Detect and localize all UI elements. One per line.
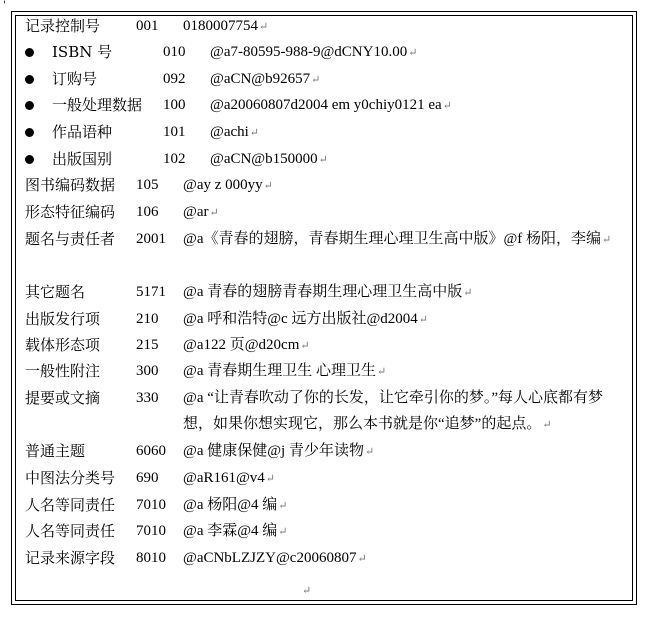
field-code: 300 (136, 363, 159, 379)
field-label: 出版国别 (52, 150, 113, 168)
field-code: 106 (136, 204, 159, 220)
field-label: 记录控制号 (25, 17, 101, 35)
paragraph-mark: ↵ (418, 314, 428, 326)
paragraph-mark: ↵ (311, 74, 321, 86)
field-label: 普通主题 (25, 442, 86, 460)
field-value: @ar↵ (183, 204, 219, 220)
field-value: @achi↵ (210, 124, 260, 140)
paragraph-mark: ↵ (442, 100, 452, 112)
paragraph-mark: ↵ (278, 526, 288, 538)
field-code: 010 (163, 44, 186, 60)
field-label: 人名等同责任 (25, 496, 116, 514)
bullet-icon (25, 155, 34, 164)
corner-mark: ' (3, 0, 6, 11)
paragraph-mark: ↵ (364, 446, 375, 458)
paragraph-mark: ↵ (265, 473, 276, 485)
paragraph-mark: ↵ (357, 553, 367, 565)
field-label: 记录来源字段 (25, 549, 116, 567)
paragraph-mark: ↵ (259, 21, 269, 33)
paragraph-mark: ↵ (263, 180, 273, 192)
field-value: @a “让青春吹动了你的长发，让它牵引你的梦。”每人心底都有梦想，如果你想实现它，那么本书就是你“追梦”的起点。↵ (183, 390, 604, 432)
field-value: @a122 页@d20cm↵ (183, 337, 310, 353)
field-value: @a 杨阳@4 编↵ (183, 497, 288, 513)
field-value: @aR161@v4↵ (183, 470, 276, 486)
field-code: 5171 (136, 284, 166, 300)
field-value: @a 青春期生理卫生 心理卫生↵ (183, 363, 387, 379)
field-label: 其它题名 (25, 283, 86, 301)
field-code: 6060 (136, 443, 166, 459)
field-code: 001 (136, 18, 159, 34)
bullet-icon (25, 128, 34, 137)
field-value: @aCN@b92657↵ (210, 71, 321, 87)
field-label: 载体形态项 (25, 336, 101, 354)
field-label: 订购号 (52, 70, 98, 88)
field-value: @a 呼和浩特@c 远方出版社@d2004↵ (183, 311, 428, 327)
field-code: 105 (136, 177, 159, 193)
field-code: 7010 (136, 523, 166, 539)
paragraph-mark: ↵ (302, 584, 312, 597)
field-label: 形态特征编码 (25, 203, 116, 221)
field-value: @a7-80595-988-9@dCNY10.00↵ (210, 44, 418, 60)
paragraph-mark: ↵ (542, 419, 552, 431)
field-code: 690 (136, 470, 159, 486)
field-code: 092 (163, 71, 186, 87)
field-label: 作品语种 (52, 123, 113, 141)
paragraph-mark: ↵ (376, 366, 387, 378)
field-value: @a《青春的翅膀，青春期生理心理卫生高中版》@f 杨阳，李编↵ (183, 231, 612, 247)
field-value: 0180007754↵ (183, 18, 269, 34)
paragraph-mark: ↵ (278, 500, 288, 512)
field-value: @a 健康保健@j 青少年读物↵ (183, 443, 375, 459)
paragraph-mark: ↵ (602, 234, 612, 246)
field-label: 一般处理数据 (52, 96, 143, 114)
field-value: @a 青春的翅膀青春期生理心理卫生高中版↵ (183, 284, 473, 300)
bullet-icon (25, 101, 34, 110)
field-code: 8010 (136, 550, 166, 566)
paragraph-mark: ↵ (408, 47, 418, 59)
field-value: @a20060807d2004 em y0chiy0121 ea↵ (210, 97, 452, 113)
field-code: 210 (136, 311, 159, 327)
field-value: @aCNbLZJZY@c20060807↵ (183, 550, 367, 566)
paragraph-mark: ↵ (249, 127, 260, 139)
field-value: @ay z 000yy↵ (183, 177, 273, 193)
field-code: 215 (136, 337, 159, 353)
bullet-icon (25, 48, 34, 57)
field-value: @aCN@b150000↵ (210, 151, 328, 167)
field-label: 一般性附注 (25, 362, 101, 380)
field-code: 2001 (136, 231, 166, 247)
field-value: @a 李霖@4 编↵ (183, 523, 288, 539)
field-label: 出版发行项 (25, 310, 101, 328)
field-code: 7010 (136, 497, 166, 513)
field-label: ISBN 号 (52, 43, 113, 61)
paragraph-mark: ↵ (300, 340, 310, 352)
field-label: 题名与责任者 (25, 230, 116, 248)
field-code: 102 (163, 151, 186, 167)
field-label: 人名等同责任 (25, 522, 116, 540)
field-code: 330 (136, 390, 159, 406)
bullet-icon (25, 75, 34, 84)
field-label: 中图法分类号 (25, 469, 116, 487)
paragraph-mark: ↵ (463, 287, 473, 299)
paragraph-mark: ↵ (318, 154, 328, 166)
field-label: 提要或文摘 (25, 389, 101, 407)
field-code: 101 (163, 124, 186, 140)
field-label: 图书编码数据 (25, 176, 116, 194)
field-code: 100 (163, 97, 186, 113)
paragraph-mark: ↵ (209, 207, 219, 219)
